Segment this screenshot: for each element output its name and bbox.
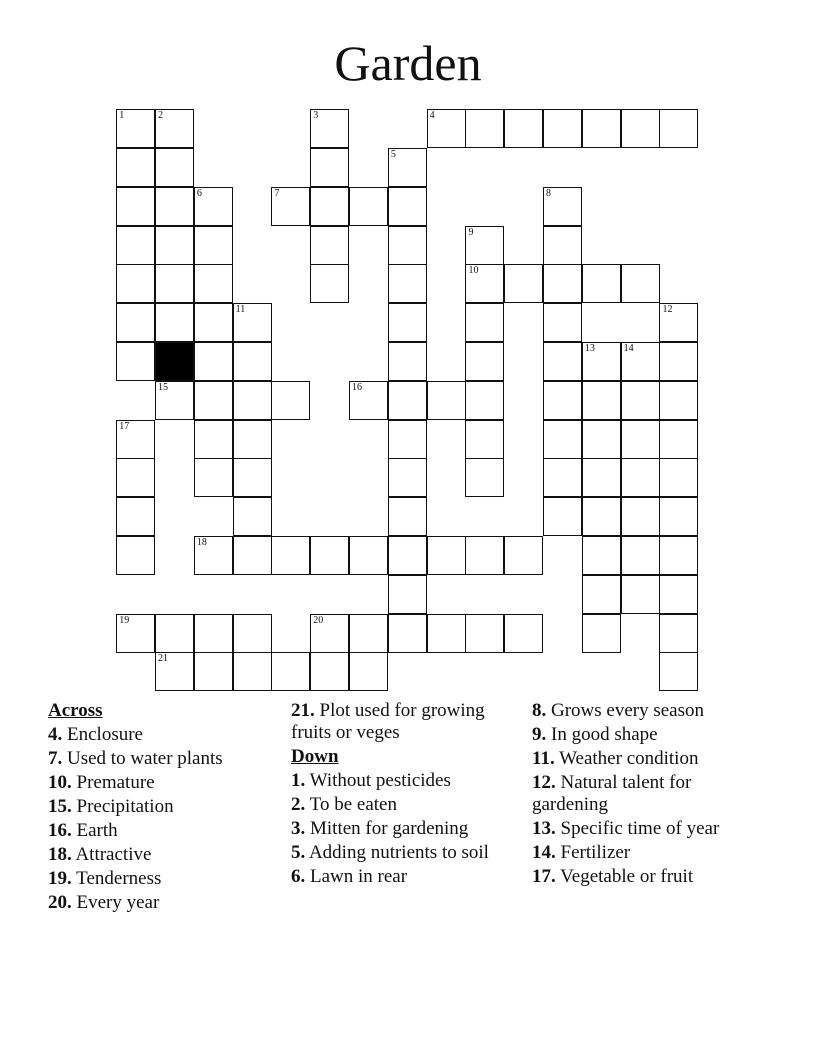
grid-cell[interactable] bbox=[465, 109, 504, 148]
clue-number: 6 bbox=[196, 187, 202, 199]
clue-item bbox=[48, 796, 278, 818]
grid-cell[interactable] bbox=[233, 458, 272, 497]
clue-item bbox=[291, 866, 521, 888]
clue-text: Specific time of year bbox=[560, 818, 720, 839]
clue-number: 7 bbox=[274, 187, 280, 199]
grid-cell[interactable] bbox=[310, 536, 349, 575]
clue-item bbox=[532, 700, 772, 722]
clue-number: 21 bbox=[158, 653, 169, 665]
clue-number: 20 bbox=[313, 614, 324, 626]
grid-cell[interactable] bbox=[659, 614, 698, 653]
across-clue-list-continued bbox=[291, 700, 521, 744]
grid-cell[interactable] bbox=[388, 575, 427, 614]
clue-number: 19 bbox=[119, 614, 130, 626]
grid-cell[interactable] bbox=[194, 458, 233, 497]
grid-cell[interactable] bbox=[465, 614, 504, 653]
grid-cell[interactable] bbox=[116, 536, 155, 575]
grid-cell[interactable] bbox=[543, 109, 582, 148]
clue-text: To be eaten bbox=[309, 794, 397, 815]
clue-number-label: 4. bbox=[48, 724, 63, 745]
clue-number: 14 bbox=[623, 343, 634, 355]
clue-text: Tenderness bbox=[76, 868, 162, 889]
clue-item bbox=[291, 770, 521, 792]
grid-cell[interactable] bbox=[659, 575, 698, 614]
grid-cell[interactable] bbox=[621, 264, 660, 303]
clue-number-label: 8. bbox=[532, 700, 547, 721]
clue-text: Used to water plants bbox=[67, 748, 223, 769]
grid-cell[interactable] bbox=[116, 264, 155, 303]
grid-cell[interactable] bbox=[116, 614, 155, 653]
clue-number: 15 bbox=[158, 381, 169, 393]
clue-item bbox=[532, 772, 772, 816]
grid-cell[interactable] bbox=[504, 109, 543, 148]
clue-number-label: 12. bbox=[532, 772, 556, 793]
clue-number: 11 bbox=[235, 304, 246, 316]
grid-cell[interactable] bbox=[659, 303, 698, 342]
clue-item bbox=[532, 842, 772, 864]
grid-cell[interactable] bbox=[621, 342, 660, 381]
grid-cell[interactable] bbox=[194, 614, 233, 653]
grid-cell[interactable] bbox=[465, 342, 504, 381]
grid-cell[interactable] bbox=[621, 109, 660, 148]
grid-cell[interactable] bbox=[388, 342, 427, 381]
clue-number-label: 3. bbox=[291, 818, 306, 839]
grid-cell[interactable] bbox=[233, 381, 272, 420]
clue-number-label: 5. bbox=[291, 842, 306, 863]
grid-cell[interactable] bbox=[194, 303, 233, 342]
grid-cell[interactable] bbox=[621, 575, 660, 614]
clue-item bbox=[48, 748, 278, 770]
grid-cell[interactable] bbox=[310, 652, 349, 691]
clue-item bbox=[532, 724, 772, 746]
grid-cell[interactable] bbox=[349, 614, 388, 653]
grid-cell[interactable] bbox=[582, 614, 621, 653]
grid-cell[interactable] bbox=[388, 148, 427, 187]
grid-cell[interactable] bbox=[388, 226, 427, 265]
grid-cell[interactable] bbox=[271, 536, 310, 575]
clue-text: Adding nutrients to soil bbox=[308, 842, 489, 863]
grid-cell[interactable] bbox=[388, 264, 427, 303]
clue-text: Precipitation bbox=[76, 796, 174, 817]
grid-cell[interactable] bbox=[543, 458, 582, 497]
clue-text: Every year bbox=[76, 892, 160, 913]
grid-cell[interactable] bbox=[621, 381, 660, 420]
clue-item bbox=[48, 892, 278, 914]
grid-cell[interactable] bbox=[310, 109, 349, 148]
clue-number-label: 11. bbox=[532, 748, 555, 769]
grid-cell[interactable] bbox=[543, 226, 582, 265]
grid-cell[interactable] bbox=[582, 381, 621, 420]
clue-item bbox=[291, 842, 521, 864]
grid-cell[interactable] bbox=[349, 652, 388, 691]
clue-number-label: 2. bbox=[291, 794, 306, 815]
grid-cell[interactable] bbox=[155, 187, 194, 226]
grid-cell[interactable] bbox=[194, 536, 233, 575]
grid-cell[interactable] bbox=[543, 381, 582, 420]
grid-cell[interactable] bbox=[116, 342, 155, 381]
grid-cell[interactable] bbox=[310, 614, 349, 653]
grid-cell[interactable] bbox=[427, 109, 466, 148]
grid-cell[interactable] bbox=[543, 187, 582, 226]
grid-cell[interactable] bbox=[388, 614, 427, 653]
clue-number: 16 bbox=[352, 381, 363, 393]
grid-cell[interactable] bbox=[310, 226, 349, 265]
clue-item bbox=[48, 820, 278, 842]
clue-item bbox=[532, 748, 772, 770]
grid-cell[interactable] bbox=[194, 381, 233, 420]
down-heading: Down bbox=[291, 746, 339, 767]
grid-cell[interactable] bbox=[116, 420, 155, 459]
grid-cell[interactable] bbox=[465, 264, 504, 303]
grid-cell[interactable] bbox=[659, 381, 698, 420]
grid-cell[interactable] bbox=[659, 109, 698, 148]
grid-cell[interactable] bbox=[504, 614, 543, 653]
grid-cell[interactable] bbox=[194, 420, 233, 459]
grid-cell[interactable] bbox=[155, 264, 194, 303]
clue-text: Vegetable or fruit bbox=[560, 866, 694, 887]
clue-number: 4 bbox=[429, 110, 435, 122]
clue-text: Weather condition bbox=[559, 748, 699, 769]
clue-text: Grows every season bbox=[551, 700, 705, 721]
down-clue-list bbox=[291, 770, 521, 888]
grid-cell[interactable] bbox=[310, 264, 349, 303]
grid-cell[interactable] bbox=[388, 458, 427, 497]
grid-cell[interactable] bbox=[233, 303, 272, 342]
clue-item bbox=[532, 866, 772, 888]
grid-cell[interactable] bbox=[349, 536, 388, 575]
grid-cell[interactable] bbox=[465, 226, 504, 265]
grid-cell[interactable] bbox=[233, 420, 272, 459]
grid-cell[interactable] bbox=[271, 652, 310, 691]
grid-cell[interactable] bbox=[233, 536, 272, 575]
clue-number: 10 bbox=[468, 265, 479, 277]
grid-cell[interactable] bbox=[543, 264, 582, 303]
clues-column-1 bbox=[48, 700, 278, 916]
grid-cell[interactable] bbox=[582, 420, 621, 459]
clue-number-label: 20. bbox=[48, 892, 72, 913]
grid-cell[interactable] bbox=[504, 264, 543, 303]
grid-cell[interactable] bbox=[427, 614, 466, 653]
grid-cell[interactable] bbox=[465, 420, 504, 459]
clue-number: 17 bbox=[119, 420, 130, 432]
grid-cell[interactable] bbox=[116, 303, 155, 342]
down-clue-list-continued bbox=[532, 700, 772, 888]
grid-cell[interactable] bbox=[465, 458, 504, 497]
grid-cell[interactable] bbox=[621, 458, 660, 497]
clues-column-2 bbox=[291, 700, 521, 890]
grid-cell[interactable] bbox=[271, 187, 310, 226]
grid-cell[interactable] bbox=[388, 187, 427, 226]
grid-cell[interactable] bbox=[465, 381, 504, 420]
clue-number-label: 17. bbox=[532, 866, 556, 887]
clue-number: 13 bbox=[584, 343, 595, 355]
grid-cell[interactable] bbox=[543, 420, 582, 459]
clue-number-label: 10. bbox=[48, 772, 72, 793]
puzzle-title: Garden bbox=[334, 35, 482, 91]
clue-number-label: 18. bbox=[48, 844, 72, 865]
grid-cell[interactable] bbox=[388, 303, 427, 342]
grid-cell[interactable] bbox=[155, 226, 194, 265]
grid-cell[interactable] bbox=[116, 226, 155, 265]
clue-number: 5 bbox=[390, 149, 396, 161]
clue-text: In good shape bbox=[551, 724, 658, 745]
grid-cell[interactable] bbox=[194, 652, 233, 691]
grid-cell[interactable] bbox=[427, 536, 466, 575]
grid-cell[interactable] bbox=[116, 458, 155, 497]
grid-cell[interactable] bbox=[155, 381, 194, 420]
clue-text: Earth bbox=[76, 820, 118, 841]
clue-number-label: 15. bbox=[48, 796, 72, 817]
clue-item bbox=[48, 844, 278, 866]
grid-cell[interactable] bbox=[155, 148, 194, 187]
clue-number: 2 bbox=[158, 110, 164, 122]
clue-text: Mitten for gardening bbox=[310, 818, 469, 839]
grid-cell[interactable] bbox=[659, 420, 698, 459]
grid-cell[interactable] bbox=[349, 187, 388, 226]
across-heading: Across bbox=[48, 700, 103, 721]
clue-item bbox=[291, 700, 521, 744]
grid-cell[interactable] bbox=[233, 497, 272, 536]
grid-cell[interactable] bbox=[621, 497, 660, 536]
clue-text: Plot used for growing fruits or veges bbox=[291, 700, 485, 743]
grid-cell[interactable] bbox=[155, 109, 194, 148]
clues-column-3 bbox=[532, 700, 772, 890]
clue-item bbox=[48, 772, 278, 794]
clue-number: 3 bbox=[313, 110, 319, 122]
clue-number-label: 1. bbox=[291, 770, 306, 791]
clue-item bbox=[532, 818, 772, 840]
grid-cell[interactable] bbox=[194, 226, 233, 265]
clue-text: Attractive bbox=[75, 844, 152, 865]
clue-item bbox=[48, 868, 278, 890]
clue-number-label: 21. bbox=[291, 700, 315, 721]
grid-cell[interactable] bbox=[465, 303, 504, 342]
clue-text: Without pesticides bbox=[309, 770, 451, 791]
clue-number: 12 bbox=[662, 304, 673, 316]
grid-cell[interactable] bbox=[659, 458, 698, 497]
clue-text: Fertilizer bbox=[560, 842, 631, 863]
grid-cell[interactable] bbox=[582, 109, 621, 148]
grid-cell[interactable] bbox=[582, 342, 621, 381]
grid-cell[interactable] bbox=[427, 381, 466, 420]
clue-number-label: 19. bbox=[48, 868, 72, 889]
grid-cell[interactable] bbox=[310, 187, 349, 226]
clue-item bbox=[291, 818, 521, 840]
clue-text: Enclosure bbox=[67, 724, 143, 745]
grid-cell[interactable] bbox=[155, 652, 194, 691]
clue-item bbox=[48, 724, 278, 746]
grid-cell[interactable] bbox=[310, 148, 349, 187]
clue-number: 18 bbox=[196, 537, 207, 549]
clue-number-label: 7. bbox=[48, 748, 63, 769]
grid-cell[interactable] bbox=[388, 420, 427, 459]
grid-cell[interactable] bbox=[582, 458, 621, 497]
clue-item bbox=[291, 794, 521, 816]
grid-cell[interactable] bbox=[155, 303, 194, 342]
grid-cell[interactable] bbox=[465, 536, 504, 575]
clue-number-label: 14. bbox=[532, 842, 556, 863]
grid-cell[interactable] bbox=[116, 109, 155, 148]
grid-cell[interactable] bbox=[194, 342, 233, 381]
grid-cell[interactable] bbox=[582, 264, 621, 303]
grid-cell[interactable] bbox=[582, 497, 621, 536]
grid-cell[interactable] bbox=[582, 575, 621, 614]
clue-number-label: 16. bbox=[48, 820, 72, 841]
clue-number-label: 6. bbox=[291, 866, 306, 887]
grid-cell[interactable] bbox=[388, 381, 427, 420]
grid-cell[interactable] bbox=[659, 497, 698, 536]
grid-cell[interactable] bbox=[659, 342, 698, 381]
grid-cell[interactable] bbox=[659, 652, 698, 691]
grid-cell[interactable] bbox=[543, 342, 582, 381]
clue-number-label: 9. bbox=[532, 724, 547, 745]
clue-number: 8 bbox=[546, 187, 552, 199]
grid-cell[interactable] bbox=[388, 536, 427, 575]
grid-cell[interactable] bbox=[543, 303, 582, 342]
clue-number: 9 bbox=[468, 226, 474, 238]
grid-cell[interactable] bbox=[582, 536, 621, 575]
grid-cell[interactable] bbox=[621, 536, 660, 575]
grid-cell[interactable] bbox=[233, 614, 272, 653]
grid-cell[interactable] bbox=[116, 148, 155, 187]
grid-cell[interactable] bbox=[116, 187, 155, 226]
grid-cell[interactable] bbox=[194, 264, 233, 303]
grid-cell[interactable] bbox=[621, 420, 660, 459]
clue-text: Natural talent for gardening bbox=[532, 772, 692, 815]
grid-cell[interactable] bbox=[659, 536, 698, 575]
grid-cell[interactable] bbox=[543, 497, 582, 536]
black-cell bbox=[155, 342, 194, 381]
grid-cell[interactable] bbox=[194, 187, 233, 226]
grid-cell[interactable] bbox=[116, 497, 155, 536]
across-clue-list bbox=[48, 724, 278, 914]
grid-cell[interactable] bbox=[233, 652, 272, 691]
clue-number-label: 13. bbox=[532, 818, 556, 839]
grid-cell[interactable] bbox=[388, 497, 427, 536]
clue-number: 1 bbox=[119, 110, 125, 122]
grid-cell[interactable] bbox=[155, 614, 194, 653]
grid-cell[interactable] bbox=[271, 381, 310, 420]
grid-cell[interactable] bbox=[349, 381, 388, 420]
grid-cell[interactable] bbox=[504, 536, 543, 575]
grid-cell[interactable] bbox=[233, 342, 272, 381]
clue-text: Premature bbox=[76, 772, 155, 793]
clue-text: Lawn in rear bbox=[310, 866, 408, 887]
